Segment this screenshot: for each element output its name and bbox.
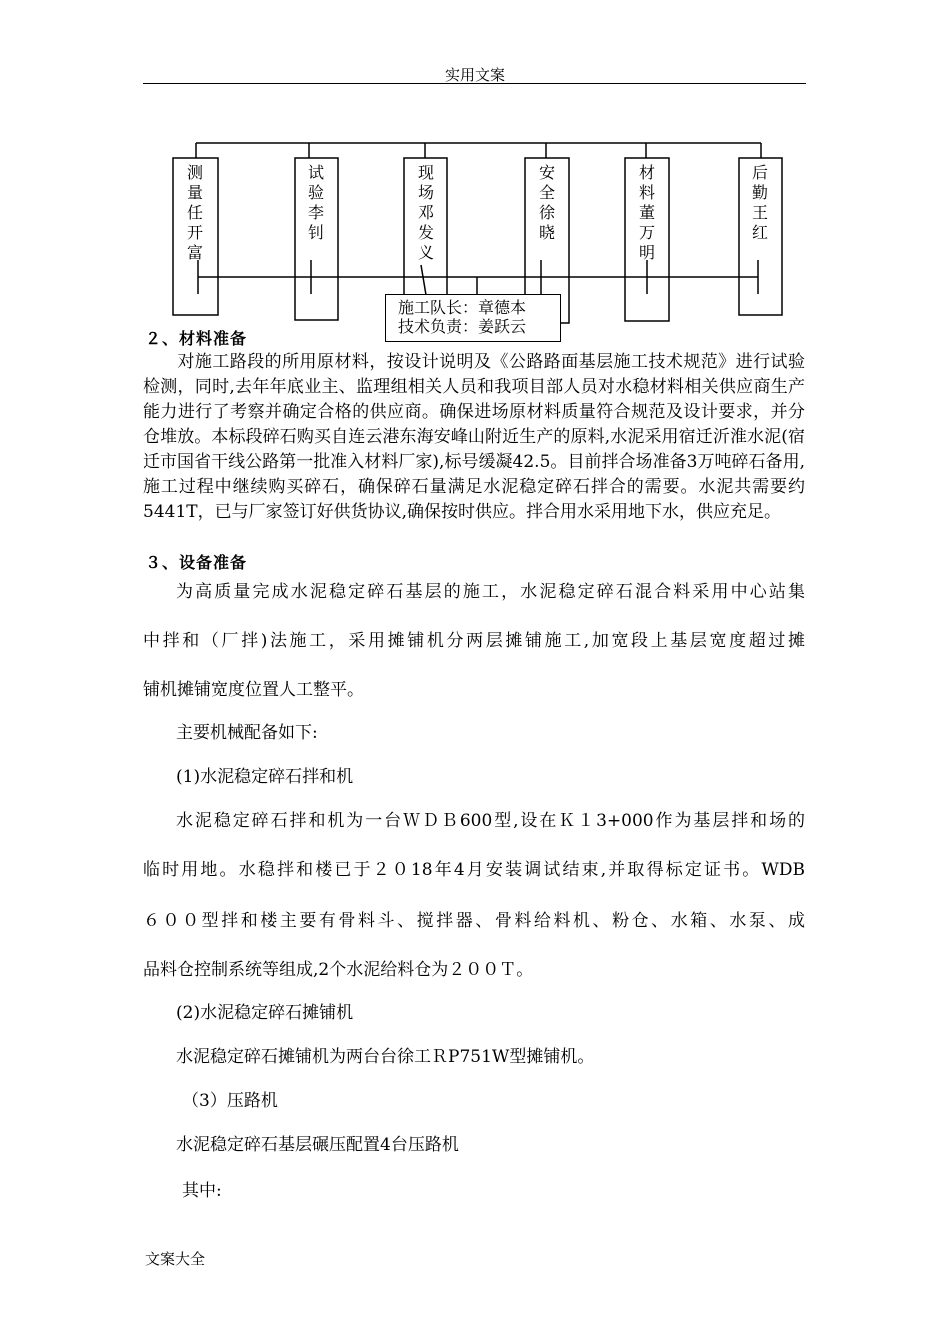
section-3-line: 品料仓控制系统等组成,2个水泥给料仓为２００Ｔ。 xyxy=(143,960,534,980)
section-2-text: 对施工路段的所用原材料，按设计说明及《公路路面基层施工技术规范》进行试验检测，同时,去年年底业主、监理组相关人员和我项目部人员对水稳材料相关供应商生产能力进行了考察并确定合格的供应商。确保进场原材料质量符合规范及设计要求，并分仓堆放。本标段碎石购买自连云港东海安峰山附近生产的原料,水泥采用宿迁沂淮水泥(宿迁市国省干线公路第一批准入材料厂家),标号缓凝42.5。目前拌合场准备3万吨碎石备用,施工过程中继续购买碎石，确保碎石量满足水泥稳定碎石拌合的需要。水泥共需要约5441T，已与厂家签订好供货协议,确保按时供应。拌合用水采用地下水，供应充足。 xyxy=(143,352,805,522)
section-3-line: （3）压路机 xyxy=(182,1091,278,1111)
page-footer: 文案大全 xyxy=(145,1250,206,1268)
section-3-line: (1)水泥稳定碎石拌和机 xyxy=(176,767,354,787)
section-3-line: 水泥稳定碎石拌和机为一台ＷＤＢ600型,设在Ｋ１3+000作为基层拌和场的 xyxy=(176,811,805,831)
section-3-title: ３、设备准备 xyxy=(145,553,248,572)
team-leader-label: 施工队长：章德本 xyxy=(398,298,527,317)
org-box-label: 材料董万明 xyxy=(639,163,656,262)
tech-lead-label: 技术负责：姜跃云 xyxy=(398,317,527,336)
page-header: 实用文案 xyxy=(444,66,505,84)
section-3-line: 中拌和（厂拌)法施工，采用摊铺机分两层摊铺施工,加宽段上基层宽度超过摊 xyxy=(143,631,805,651)
org-box-label: 后勤王红 xyxy=(752,163,769,242)
section-3-line: 其中: xyxy=(182,1181,222,1201)
org-connector xyxy=(421,265,426,295)
section-3-line: 铺机摊铺宽度位置人工整平。 xyxy=(143,680,364,700)
section-3-line: 临时用地。水稳拌和楼已于２０18年4月安装调试结束,并取得标定证书。WDB xyxy=(143,860,805,880)
org-box-label: 测量任开富 xyxy=(187,163,204,262)
section-2-paragraph xyxy=(143,350,805,525)
section-3-line: 水泥稳定碎石基层碾压配置4台压路机 xyxy=(176,1135,459,1155)
section-2-title: ２、材料准备 xyxy=(145,329,248,348)
section-3-line: (2)水泥稳定碎石摊铺机 xyxy=(176,1003,354,1023)
team-lead-box xyxy=(385,294,561,342)
org-box-label: 试验李钊 xyxy=(308,163,325,242)
org-box-label: 安全徐晓 xyxy=(539,163,556,242)
section-3-line: 主要机械配备如下: xyxy=(176,723,318,743)
section-3-line: ６００型拌和楼主要有骨料斗、搅拌器、骨料给料机、粉仓、水箱、水泵、成 xyxy=(143,911,805,931)
section-3-line: 水泥稳定碎石摊铺机为两台台徐工ＲP751W型摊铺机。 xyxy=(176,1047,595,1067)
section-3-line: 为高质量完成水泥稳定碎石基层的施工，水泥稳定碎石混合料采用中心站集 xyxy=(176,582,805,602)
org-box-label: 现场邓发义 xyxy=(418,163,435,262)
